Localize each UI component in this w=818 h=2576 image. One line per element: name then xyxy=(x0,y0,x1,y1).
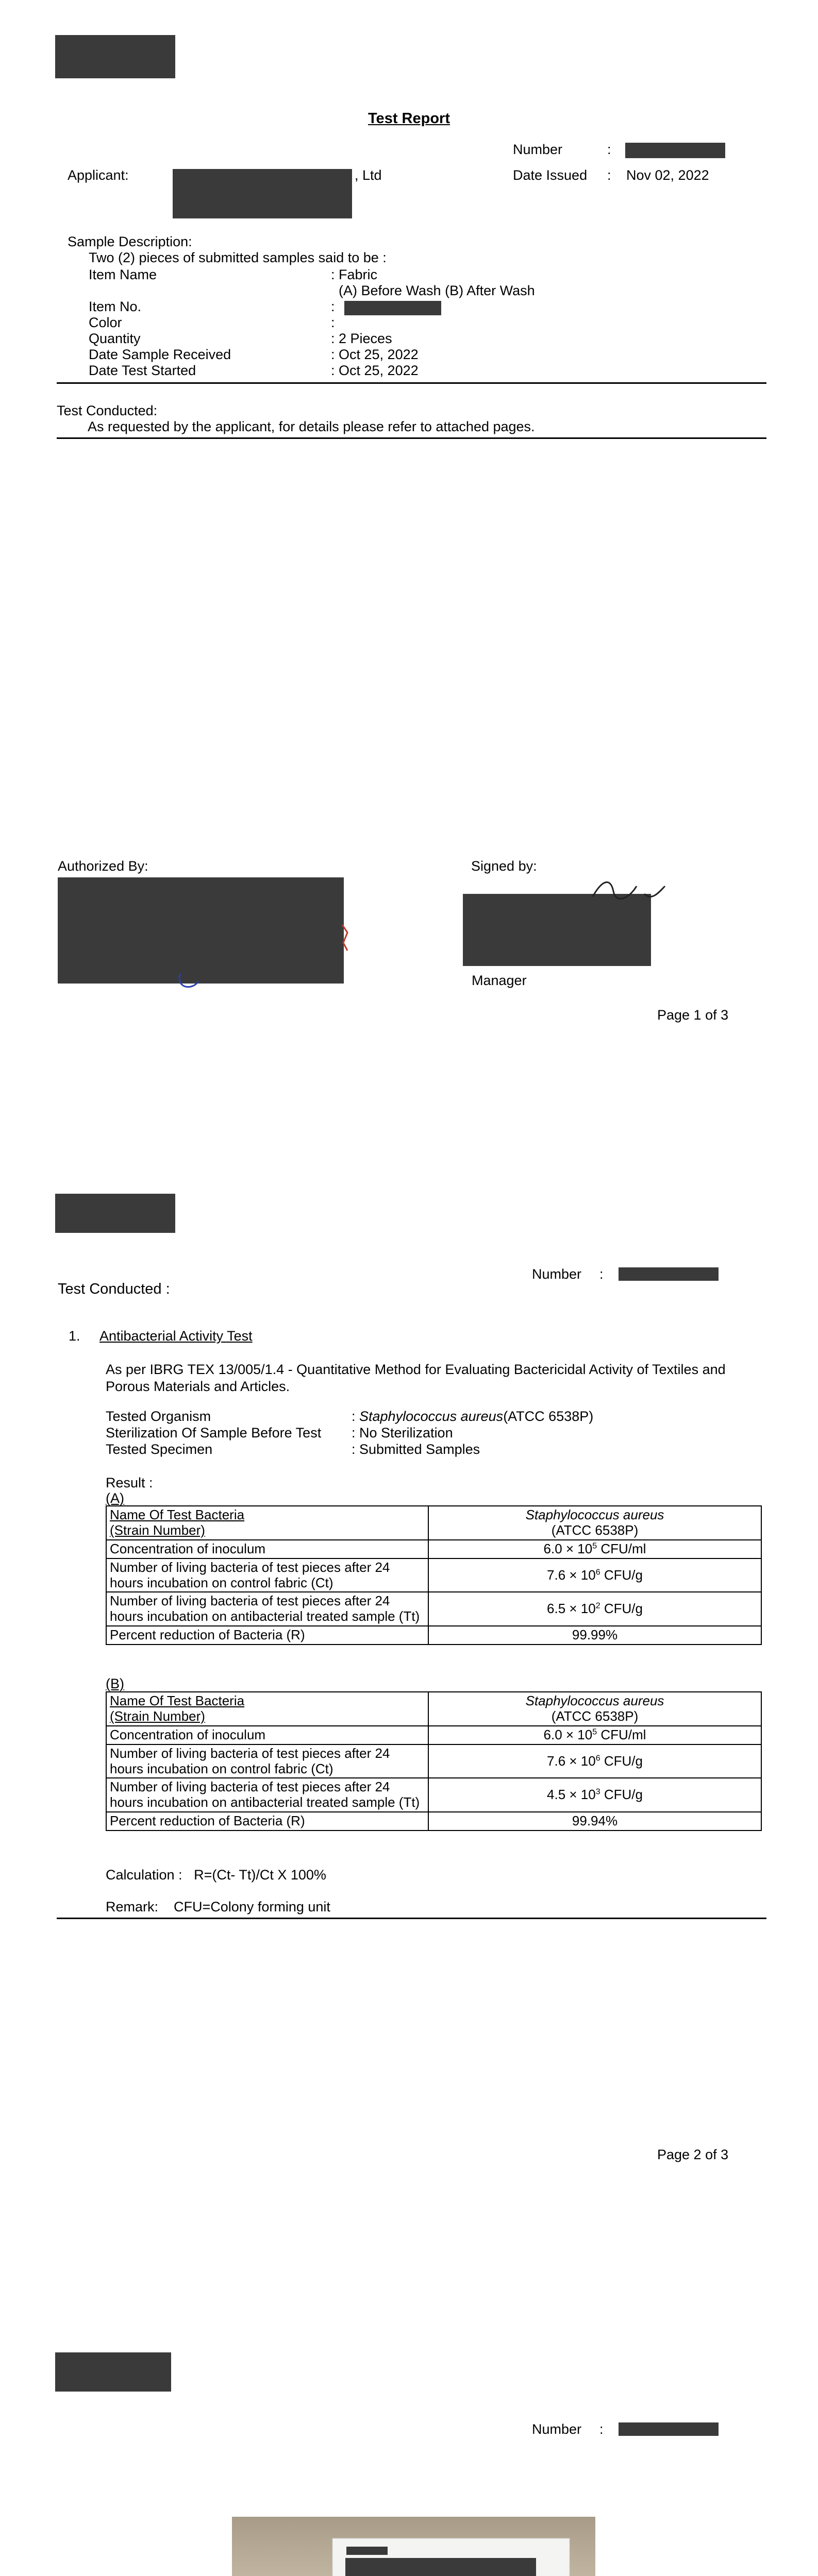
param-value: (ATCC 6538P) xyxy=(503,1409,594,1424)
unit: CFU/g xyxy=(600,1787,643,1803)
number-redacted xyxy=(619,2422,719,2436)
table-row xyxy=(106,1592,761,1626)
stamp-mark xyxy=(340,922,353,953)
number-label: Number xyxy=(513,142,563,157)
table-row xyxy=(106,1812,761,1831)
number-colon: : xyxy=(599,1266,604,1282)
cell-value: 99.94% xyxy=(428,1812,761,1831)
param-label: Tested Specimen xyxy=(106,1442,213,1457)
page-number: Page 2 of 3 xyxy=(657,2147,729,2162)
result-table xyxy=(106,1691,762,1831)
param-value: Submitted Samples xyxy=(359,1442,480,1457)
field-label: Date Test Started xyxy=(89,363,196,378)
test-conducted-text: As requested by the applicant, for details please refer to attached pages. xyxy=(88,419,535,434)
header-strain: (Strain Number) xyxy=(110,1522,205,1538)
field-label xyxy=(89,283,331,299)
signature-scribble xyxy=(170,963,232,994)
field-label: Color xyxy=(89,315,122,330)
result-table-b xyxy=(106,1691,762,1831)
test-conducted-heading: Test Conducted : xyxy=(58,1281,170,1297)
applicant-label: Applicant: xyxy=(68,167,129,183)
date-issued-colon: : xyxy=(607,167,611,183)
remark: Remark: CFU=Colony forming unit xyxy=(106,1899,330,1914)
row-label: Number of living bacteria of test pieces after 24 hours incubation on antibacterial treated sample (Tt) xyxy=(106,1778,428,1812)
param-label: Sterilization Of Sample Before Test xyxy=(106,1425,322,1440)
exponent: 6 xyxy=(595,1567,600,1577)
table-row xyxy=(106,1558,761,1592)
cell-value: 6.5 × 10 xyxy=(547,1601,596,1617)
field-label: Item No. xyxy=(89,299,142,314)
param-label: Tested Organism xyxy=(106,1409,211,1424)
field-label: Quantity xyxy=(89,331,141,346)
number-colon: : xyxy=(599,2421,604,2437)
cell-value: 7.6 × 10 xyxy=(547,1753,596,1769)
section-number: 1. xyxy=(69,1328,80,1344)
date-issued-value: Nov 02, 2022 xyxy=(626,167,709,183)
field-row: Color : xyxy=(89,315,339,330)
exponent: 5 xyxy=(592,1727,597,1737)
cell-value: 4.5 × 10 xyxy=(547,1787,596,1803)
row-label: Concentration of inoculum xyxy=(106,1726,428,1744)
strain-number: (ATCC 6538P) xyxy=(551,1708,639,1724)
divider xyxy=(57,437,766,439)
page-number: Page 1 of 3 xyxy=(657,1007,729,1023)
table-row xyxy=(106,1506,761,1540)
date-issued-label: Date Issued xyxy=(513,167,588,183)
number-colon: : xyxy=(607,142,611,157)
bacteria-name: Staphylococcus aureus xyxy=(525,1693,664,1708)
exponent: 6 xyxy=(595,1753,600,1762)
item-no-redacted xyxy=(344,301,441,315)
row-label: Number of living bacteria of test pieces after 24 hours incubation on antibacterial treated sample (Tt) xyxy=(106,1592,428,1626)
field-value: Fabric xyxy=(339,267,378,282)
unit: CFU/g xyxy=(600,1753,643,1769)
param-value-italic: Staphylococcus aureus xyxy=(359,1409,504,1424)
unit: CFU/ml xyxy=(597,1726,646,1742)
field-label: Item Name xyxy=(89,267,157,282)
field-row: Item Name : Fabric xyxy=(89,267,378,282)
header-bacteria: Name Of Test Bacteria xyxy=(110,1507,245,1522)
logo-redacted xyxy=(55,2352,171,2392)
field-row: Date Test Started : Oct 25, 2022 xyxy=(89,363,419,378)
param-row: Tested Organism : Staphylococcus aureus (ATCC 6538P) xyxy=(106,1409,594,1424)
field-value: Oct 25, 2022 xyxy=(339,363,419,378)
method-text: As per IBRG TEX 13/005/1.4 - Quantitative Method for Evaluating Bactericidal Activity of Textiles and Porous Materials and Articles. xyxy=(106,1362,726,1394)
field-label: Date Sample Received xyxy=(89,347,231,362)
row-label: Percent reduction of Bacteria (R) xyxy=(106,1812,428,1831)
header-bacteria: Name Of Test Bacteria xyxy=(110,1693,245,1708)
cell-value: 6.0 × 10 xyxy=(543,1726,593,1742)
result-label: Result : xyxy=(106,1475,153,1490)
strain-number: (ATCC 6538P) xyxy=(551,1522,639,1538)
row-label: Concentration of inoculum xyxy=(106,1540,428,1558)
number-label: Number xyxy=(532,1266,582,1282)
cell-value: 7.6 × 10 xyxy=(547,1567,596,1583)
row-label: Number of living bacteria of test pieces after 24 hours incubation on control fabric (Ct) xyxy=(106,1744,428,1778)
param-row: Tested Specimen : Submitted Samples xyxy=(106,1442,480,1457)
calculation: Calculation : R=(Ct- Tt)/Ct X 100% xyxy=(106,1867,326,1883)
field-value: Oct 25, 2022 xyxy=(339,347,419,362)
logo-redacted xyxy=(55,1194,175,1233)
table-row xyxy=(106,1726,761,1744)
table-b-tag: (B) xyxy=(106,1676,124,1691)
exponent: 5 xyxy=(592,1541,597,1551)
field-value: 2 Pieces xyxy=(339,331,392,346)
number-redacted xyxy=(619,1267,719,1281)
report-title: Test Report xyxy=(368,110,450,127)
number-label: Number xyxy=(532,2421,582,2437)
row-label: Number of living bacteria of test pieces after 24 hours incubation on control fabric (Ct) xyxy=(106,1558,428,1592)
unit: CFU/ml xyxy=(597,1540,646,1556)
table-row xyxy=(106,1626,761,1645)
signer-scribble xyxy=(588,876,670,907)
unit: CFU/g xyxy=(600,1601,643,1617)
exponent: 2 xyxy=(595,1601,600,1611)
bacteria-name: Staphylococcus aureus xyxy=(525,1507,664,1522)
sample-intro: Two (2) pieces of submitted samples said to be : xyxy=(89,250,387,265)
cell-value: 6.0 × 10 xyxy=(543,1540,593,1556)
signer-role: Manager xyxy=(472,973,527,988)
field-row: Date Sample Received : Oct 25, 2022 xyxy=(89,347,419,362)
field-row xyxy=(89,283,535,299)
divider xyxy=(57,1918,766,1919)
signed-by-label: Signed by: xyxy=(471,858,537,874)
test-conducted-label: Test Conducted: xyxy=(57,403,158,418)
number-redacted xyxy=(625,143,725,158)
divider xyxy=(57,382,766,384)
cell-value: 99.99% xyxy=(428,1626,761,1645)
sample-description-label: Sample Description: xyxy=(68,234,192,249)
field-row: Quantity : 2 Pieces xyxy=(89,331,392,346)
field-value: (A) Before Wash (B) After Wash xyxy=(339,283,535,298)
row-label: Percent reduction of Bacteria (R) xyxy=(106,1626,428,1645)
applicant-suffix: , Ltd xyxy=(355,167,382,183)
section-title: Antibacterial Activity Test xyxy=(99,1328,253,1344)
param-value: No Sterilization xyxy=(359,1425,453,1440)
photo-a-illustration xyxy=(232,2517,595,2576)
header-strain: (Strain Number) xyxy=(110,1708,205,1724)
result-table xyxy=(106,1505,762,1645)
table-row xyxy=(106,1744,761,1778)
exponent: 3 xyxy=(595,1787,600,1797)
field-row: Item No. : xyxy=(89,299,339,314)
table-row xyxy=(106,1540,761,1558)
param-row: Sterilization Of Sample Before Test : No Sterilization xyxy=(106,1425,453,1440)
table-row xyxy=(106,1692,761,1726)
table-row xyxy=(106,1778,761,1812)
unit: CFU/g xyxy=(600,1567,643,1583)
result-table-a xyxy=(106,1505,762,1645)
logo-redacted xyxy=(55,35,175,78)
applicant-redacted xyxy=(173,169,352,218)
authorized-by-label: Authorized By: xyxy=(58,858,148,874)
sample-photo-a xyxy=(232,2517,595,2576)
table-a-tag: (A) xyxy=(106,1490,124,1506)
